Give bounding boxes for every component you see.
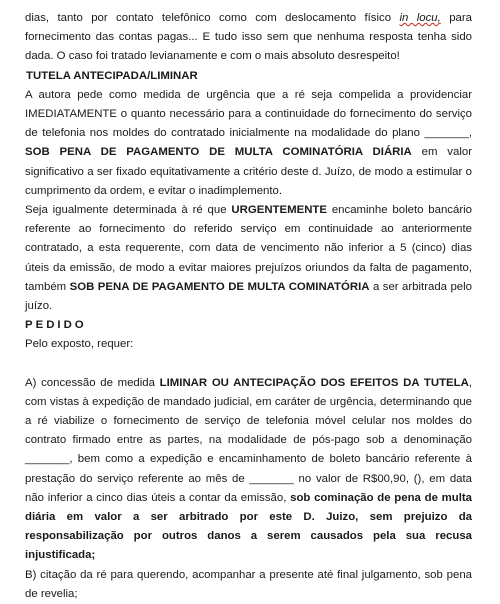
emphasis: SOB PENA DE PAGAMENTO DE MULTA COMINATÓRIA DIÁRIA [25,146,412,159]
heading-pedido: PEDIDO [25,319,87,332]
paragraph-boleto [25,201,472,316]
paragraph-urgency [25,86,472,201]
spacer [25,355,472,374]
misspelled-word: in locu, [399,12,441,24]
request-a [25,374,472,566]
heading-tutela: TUTELA ANTECIPADA/LIMINAR [26,69,198,82]
request-b: B) citação da ré para querendo, acompanhar a presente até final julgamento, sob pena de revelia; [25,568,472,600]
text: a ser arbitrada pelo juízo. [25,280,472,313]
text: A autora pede como medida de urgência que a ré seja compelida a providenciar IMEDIATAMENTE o quanto necessário para a continuidade do fornecimento do serviço de telefonia nos moldes do contratado inicialmente na modalidade do plano _______, [25,88,472,140]
emphasis: LIMINAR OU ANTECIPAÇÃO DOS EFEITOS DA TUTELA [159,376,469,389]
text: para fornecimento das contas pagas... E tudo isso sem que nenhuma resposta tenha sido dada. O caso foi tratado levianamente e com o mais absoluto desrespeito! [25,12,472,63]
text: encaminhe boleto bancário referente ao fornecimento do referido serviço em continuidade ao anteriormente contratado, a esta requerente, com data de vencimento não inferior a 5 (cinco) dias úteis da emissão, de modo a evitar maiores prejuízos oriundos da falta de pagamento, também [25,204,472,293]
text: , com vistas à expedição de mandado judicial, em caráter de urgência, determinando que a ré viabilize o fornecimento de serviço de telefonia móvel celular nos moldes do contrato firmado entre as partes, na modalidade de pós-pago sob a denominação _______, bem como a expedição e encaminhamento de boleto bancário referente à prestação do serviço referente ao mês de _______ no valor de R$00,90, (), em data não inferior a cinco dias úteis a contar da emissão, [25,376,472,504]
emphasis: SOB PENA DE PAGAMENTO DE MULTA COMINATÓRIA [69,280,370,293]
latin-term [399,12,440,24]
document-page [25,9,472,599]
text: Seja igualmente determinada à ré que [25,204,232,217]
emphasis: URGENTEMENTE [231,204,327,217]
emphasis: sob cominação de pena de multa diária em valor a ser arbitrado por este D. Juizo, sem prejuizo da responsabilização por outros danos a serem causados pela sua recusa injustificada; [25,491,472,562]
text: em valor significativo a ser fixado equitativamente a critério deste d. Juízo, de modo a estimular o cumprimento da ordem, e evitar o inadimplemento. [25,146,472,197]
paragraph-facts [25,9,472,67]
text: dias, tanto por contato telefônico como com deslocamento físico [25,12,400,24]
text: A) concessão de medida [25,376,160,389]
paragraph-intro: Pelo exposto, requer: [25,338,134,351]
